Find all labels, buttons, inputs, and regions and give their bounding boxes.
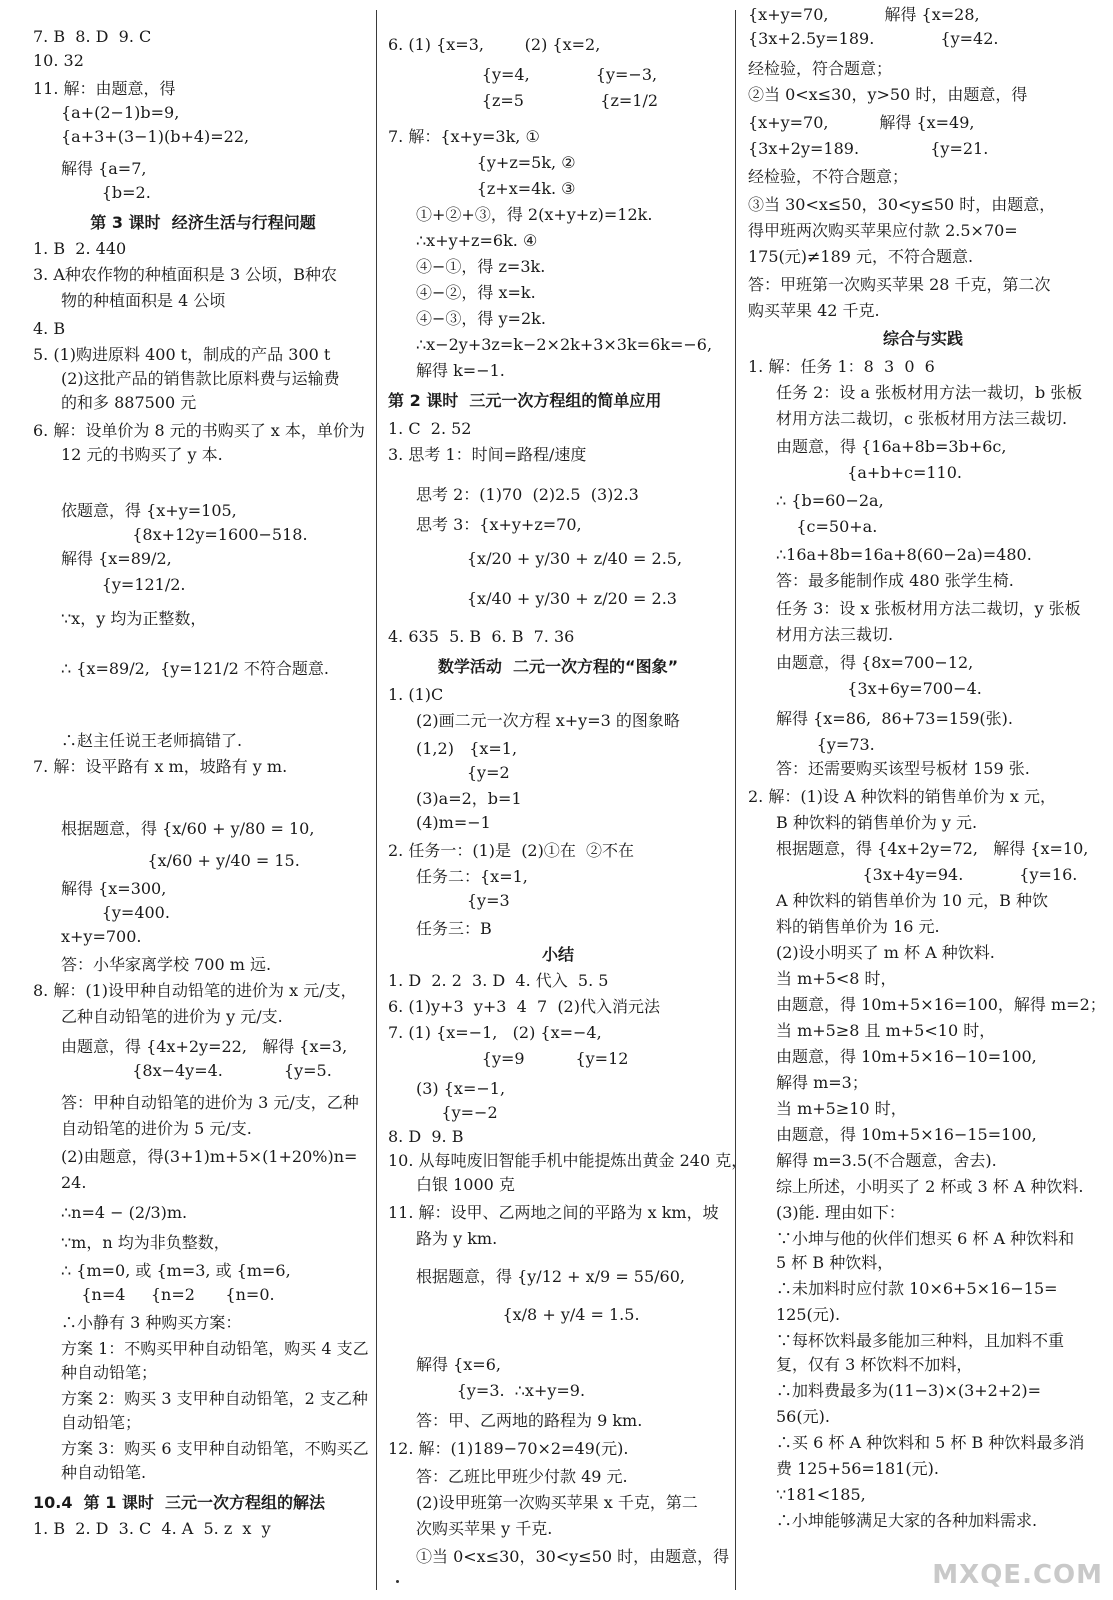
answer-line: 7. 解：设平路有 x m，坡路有 y m.: [33, 757, 288, 776]
answer-line: ∵m，n 均为非负整数，: [61, 1233, 230, 1252]
answer-column-2: [388, 0, 748, 1600]
answer-line: ∴买 6 杯 A 种饮料和 5 杯 B 种饮料最多消: [776, 1433, 1085, 1452]
answer-line: {y=73.: [776, 735, 875, 754]
answer-line: 答：甲班第一次购买苹果 28 千克，第二次: [748, 275, 1051, 294]
answer-line: 2. 任务一：(1)是 (2)①在 ②不在: [388, 841, 635, 860]
answer-line: 次购买苹果 y 千克.: [416, 1519, 553, 1538]
answer-line: 由题意，得 10m+5×16=100，解得 m=2；: [776, 995, 1106, 1014]
answer-line: ∵x，y 均为正整数，: [61, 609, 207, 628]
watermark-logo: MXQE.COM: [932, 1560, 1103, 1590]
answer-line: ∵181<185,: [776, 1485, 866, 1504]
section-heading: 10.4 第 1 课时 三元一次方程组的解法: [33, 1493, 326, 1512]
answer-line: ∴ {m=0, 或 {m=3, 或 {m=6,: [61, 1261, 291, 1280]
answer-line: 56(元).: [776, 1407, 830, 1426]
answer-line: ∴未加料时应付款 10×6+5×16−15=: [776, 1279, 1058, 1298]
answer-line: 思考 2：(1)70 (2)2.5 (3)2.3: [416, 485, 639, 504]
answer-line: 答：最多能制作成 480 张学生椅.: [776, 571, 1014, 590]
answer-column-1: [33, 0, 373, 1600]
answer-line: 任务 2：设 a 张板材用方法一裁切，b 张板: [776, 383, 1083, 402]
answer-line: 乙种自动铅笔的进价为 y 元/支.: [61, 1007, 283, 1026]
answer-line: 12. 解：(1)189−70×2=49(元).: [388, 1439, 629, 1458]
answer-line: ∴n=4 − (2/3)m.: [61, 1203, 188, 1222]
answer-line: 任务三：B: [416, 919, 492, 938]
answer-line: ②当 0<x≤30，y>50 时，由题意，得: [748, 85, 1028, 104]
answer-line: {y=4, {y=−3,: [436, 65, 658, 84]
answer-line: ∴小静有 3 种购买方案：: [61, 1313, 242, 1332]
answer-line: 10. 32: [33, 51, 84, 70]
answer-line: (3)能. 理由如下：: [776, 1203, 905, 1222]
answer-line: 自动铅笔；: [61, 1413, 142, 1432]
answer-line: 4. 635 5. B 6. B 7. 36: [388, 627, 575, 646]
answer-line: 7. B 8. D 9. C: [33, 27, 152, 46]
section-heading: 小结: [541, 945, 574, 964]
answer-line: {a+3+(3−1)(b+4)=22,: [61, 127, 250, 146]
answer-line: 8. 解：(1)设甲种自动铅笔的进价为 x 元/支，: [33, 981, 357, 1000]
answer-line: ④−①，得 z=3k.: [416, 257, 546, 276]
answer-line: ∴加料费最多为(11−3)×(3+2+2)=: [776, 1381, 1042, 1400]
answer-line: {3x+2y=189. {y=21.: [748, 139, 989, 158]
answer-line: 根据题意，得 {4x+2y=72, 解得 {x=10,: [776, 839, 1089, 858]
answer-line: 10. 从每吨废旧智能手机中能提炼出黄金 240 克，: [388, 1151, 748, 1170]
answer-line: {y=9 {y=12: [436, 1049, 629, 1068]
answer-line: ④−③，得 y=2k.: [416, 309, 546, 328]
section-heading: 第 2 课时 三元一次方程组的简单应用: [388, 391, 662, 410]
answer-line: {z=5 {z=1/2: [436, 91, 659, 110]
answer-line: 答：还需要购买该型号板材 159 张.: [776, 759, 1030, 778]
answer-line: 答：乙班比甲班少付款 49 元.: [416, 1467, 628, 1486]
answer-line: 由题意，得 {4x+2y=22, 解得 {x=3,: [61, 1037, 348, 1056]
answer-line: {b=2.: [61, 183, 151, 202]
answer-line: {8x+12y=1600−518.: [61, 525, 308, 544]
answer-line: ③当 30<x≤50，30<y≤50 时，由题意，: [748, 195, 1056, 214]
section-heading: 数学活动 二元一次方程的“图象”: [437, 657, 679, 676]
answer-line: 的和多 887500 元: [61, 393, 197, 412]
answer-line: ∴ {x=89/2, {y=121/2 不符合题意.: [61, 659, 329, 678]
answer-line: 解得 {x=89/2,: [61, 549, 172, 568]
answer-line: 思考 3：{x+y+z=70,: [416, 515, 582, 534]
answer-line: (2)设甲班第一次购买苹果 x 千克，第二: [416, 1493, 698, 1512]
answer-line: {y=121/2.: [61, 575, 186, 594]
answer-line: {x+y=70, 解得 {x=49,: [748, 113, 975, 132]
answer-line: 1. B 2. D 3. C 4. A 5. z x y: [33, 1519, 271, 1538]
answer-line: 方案 2：购买 3 支甲种自动铅笔，2 支乙种: [61, 1389, 368, 1408]
answer-line: ∴x+y+z=6k. ④: [416, 231, 538, 250]
column-divider-1: [376, 10, 377, 1590]
answer-line: B 种饮料的销售单价为 y 元.: [776, 813, 978, 832]
page-mark: [396, 1580, 399, 1583]
answer-line: 材用方法二裁切，c 张板材用方法三裁切.: [776, 409, 1068, 428]
section-heading: 综合与实践: [882, 329, 963, 348]
column-divider-2: [735, 10, 736, 1590]
answer-line: {3x+2.5y=189. {y=42.: [748, 29, 999, 48]
answer-line: 自动铅笔的进价为 5 元/支.: [61, 1119, 252, 1138]
answer-line: {x/40 + y/30 + z/20 = 2.3: [416, 589, 677, 608]
answer-line: ④−②，得 x=k.: [416, 283, 536, 302]
answer-line: {3x+4y=94. {y=16.: [776, 865, 1078, 884]
answer-line: 答：甲种自动铅笔的进价为 3 元/支，乙种: [61, 1093, 359, 1112]
answer-line: 路为 y km.: [416, 1229, 498, 1248]
answer-line: 由题意，得 {16a+8b=3b+6c,: [776, 437, 1007, 456]
answer-line: 经检验，符合题意；: [748, 59, 893, 78]
answer-line: ①+②+③，得 2(x+y+z)=12k.: [416, 205, 653, 224]
answer-line: 当 m+5≥8 且 m+5<10 时，: [776, 1021, 996, 1040]
answer-line: (2)画二元一次方程 x+y=3 的图象略: [416, 711, 680, 730]
answer-line: ∵小坤与他的伙伴们想买 6 杯 A 种饮料和: [776, 1229, 1075, 1248]
answer-line: 料的销售单价为 16 元.: [776, 917, 940, 936]
answer-line: 购买苹果 42 千克.: [748, 301, 880, 320]
answer-line: 125(元).: [776, 1305, 841, 1324]
section-heading: 第 3 课时 经济生活与行程问题: [90, 213, 316, 232]
answer-line: (4)m=−1: [416, 813, 491, 832]
answer-line: {y=2: [416, 763, 510, 782]
answer-line: ∴16a+8b=16a+8(60−2a)=480.: [776, 545, 1032, 564]
answer-line: 任务二：{x=1,: [416, 867, 528, 886]
answer-line: 根据题意，得 {x/60 + y/80 = 10,: [61, 819, 315, 838]
answer-line: 1. D 2. 2 3. D 4. 代入 5. 5: [388, 971, 609, 990]
answer-line: ∴赵主任说王老师搞错了.: [61, 731, 243, 750]
answer-line: 8. D 9. B: [388, 1127, 464, 1146]
answer-line: 种自动铅笔；: [61, 1363, 158, 1382]
answer-line: {x/8 + y/4 = 1.5.: [416, 1305, 640, 1324]
answer-line: 由题意，得 10m+5×16−15=100,: [776, 1125, 1037, 1144]
answer-line: 当 m+5<8 时，: [776, 969, 897, 988]
answer-line: 3. 思考 1：时间=路程/速度: [388, 445, 587, 464]
answer-line: (3) {x=−1,: [416, 1079, 506, 1098]
answer-line: 白银 1000 克: [416, 1175, 515, 1194]
answer-line: {a+(2−1)b=9,: [61, 103, 180, 122]
answer-line: {3x+6y=700−4.: [776, 679, 982, 698]
answer-line: 种自动铅笔.: [61, 1463, 147, 1482]
answer-line: {y=3: [416, 891, 510, 910]
answer-line: {y=3. ∴x+y=9.: [416, 1381, 586, 1400]
answer-line: 1. B 2. 440: [33, 239, 127, 258]
answer-line: 11. 解：由题意，得: [33, 79, 176, 98]
answer-line: 解得 {a=7,: [61, 159, 147, 178]
answer-line: {8x−4y=4. {y=5.: [61, 1061, 332, 1080]
answer-line: 6. (1) {x=3, (2) {x=2,: [388, 35, 601, 54]
answer-line: {n=4 {n=2 {n=0.: [61, 1285, 275, 1304]
answer-line: 任务 3：设 x 张板材用方法二裁切，y 张板: [776, 599, 1081, 618]
answer-line: 答：小华家离学校 700 m 远.: [61, 955, 272, 974]
answer-line: 7. 解：{x+y=3k, ①: [388, 127, 540, 146]
answer-line: A 种饮料的销售单价为 10 元，B 种饮: [776, 891, 1049, 910]
answer-line: 11. 解：设甲、乙两地之间的平路为 x km，坡: [388, 1203, 719, 1222]
answer-line: x+y=700.: [61, 927, 142, 946]
answer-line: 2. 解：(1)设 A 种饮料的销售单价为 x 元，: [748, 787, 1056, 806]
answer-line: 1. 解：任务 1：8 3 0 6: [748, 357, 935, 376]
answer-line: (1,2) {x=1,: [416, 739, 518, 758]
answer-line: (2)这批产品的销售款比原料费与运输费: [61, 369, 340, 388]
answer-line: ①当 0<x≤30，30<y≤50 时，由题意，得: [416, 1547, 730, 1566]
answer-line: (3)a=2，b=1: [416, 789, 522, 808]
answer-line: 得甲班两次购买苹果应付款 2.5×70=: [748, 221, 1018, 240]
answer-line: 6. (1)y+3 y+3 4 7 (2)代入消元法: [388, 997, 660, 1016]
answer-line: ∴小坤能够满足大家的各种加料需求.: [776, 1511, 1038, 1530]
answer-line: {y=400.: [61, 903, 170, 922]
answer-line: 解得 {x=86, 86+73=159(张).: [776, 709, 1013, 728]
answer-line: 解得 {x=300,: [61, 879, 167, 898]
answer-line: 4. B: [33, 319, 66, 338]
answer-line: (2)由题意，得(3+1)m+5×(1+20%)n=: [61, 1147, 358, 1166]
answer-line: {y+z=5k, ②: [436, 153, 576, 172]
answer-line: 解得 m=3；: [776, 1073, 868, 1092]
answer-line: 方案 3：购买 6 支甲种自动铅笔，不购买乙: [61, 1439, 369, 1458]
answer-line: 方案 1：不购买甲种自动铅笔，购买 4 支乙: [61, 1339, 369, 1358]
answer-line: 由题意，得 10m+5×16−10=100,: [776, 1047, 1037, 1066]
answer-line: 复，仅有 3 杯饮料不加料，: [776, 1355, 973, 1374]
answer-line: 解得 m=3.5(不合题意，舍去).: [776, 1151, 997, 1170]
answer-line: 物的种植面积是 4 公顷: [61, 291, 226, 310]
answer-line: ∵每杯饮料最多能加三种料，且加料不重: [776, 1331, 1065, 1350]
answer-line: 1. (1)C: [388, 685, 444, 704]
answer-line: 5. (1)购进原料 400 t，制成的产品 300 t: [33, 345, 331, 364]
answer-column-3: [748, 0, 1106, 1600]
answer-line: 材用方法三裁切.: [776, 625, 894, 644]
answer-line: 12 元的书购买了 y 本.: [61, 445, 223, 464]
answer-line: 当 m+5≥10 时，: [776, 1099, 907, 1118]
answer-line: {y=−2: [416, 1103, 498, 1122]
answer-line: 5 杯 B 种饮料，: [776, 1253, 894, 1272]
answer-line: 3. A种农作物的种植面积是 3 公顷，B种农: [33, 265, 338, 284]
answer-line: ∴ {b=60−2a,: [776, 491, 884, 510]
answer-line: {x/60 + y/40 = 15.: [61, 851, 300, 870]
answer-line: 答：甲、乙两地的路程为 9 km.: [416, 1411, 643, 1430]
answer-line: {c=50+a.: [776, 517, 878, 536]
answer-line: {a+b+c=110.: [776, 463, 962, 482]
answer-line: 依题意，得 {x+y=105,: [61, 501, 237, 520]
answer-line: 6. 解：设单价为 8 元的书购买了 x 本，单价为: [33, 421, 365, 440]
answer-line: 24.: [61, 1173, 87, 1192]
answer-line: 根据题意，得 {y/12 + x/9 = 55/60,: [416, 1267, 686, 1286]
answer-line: {x/20 + y/30 + z/40 = 2.5,: [416, 549, 683, 568]
answer-line: {z+x=4k. ③: [436, 179, 576, 198]
answer-line: 经检验，不符合题意；: [748, 167, 909, 186]
answer-line: {x+y=70, 解得 {x=28,: [748, 5, 980, 24]
answer-line: 1. C 2. 52: [388, 419, 472, 438]
answer-line: 解得 {x=6,: [416, 1355, 501, 1374]
answer-line: 175(元)≠189 元，不符合题意.: [748, 247, 974, 266]
answer-line: 综上所述，小明买了 2 杯或 3 杯 A 种饮料.: [776, 1177, 1084, 1196]
answer-line: 解得 k=−1.: [416, 361, 505, 380]
answer-line: 7. (1) {x=−1, (2) {x=−4,: [388, 1023, 602, 1042]
answer-line: 由题意，得 {8x=700−12,: [776, 653, 974, 672]
answer-line: 费 125+56=181(元).: [776, 1459, 939, 1478]
answer-line: ∴x−2y+3z=k−2×2k+3×3k=6k=−6,: [416, 335, 713, 354]
answer-line: (2)设小明买了 m 杯 A 种饮料.: [776, 943, 995, 962]
